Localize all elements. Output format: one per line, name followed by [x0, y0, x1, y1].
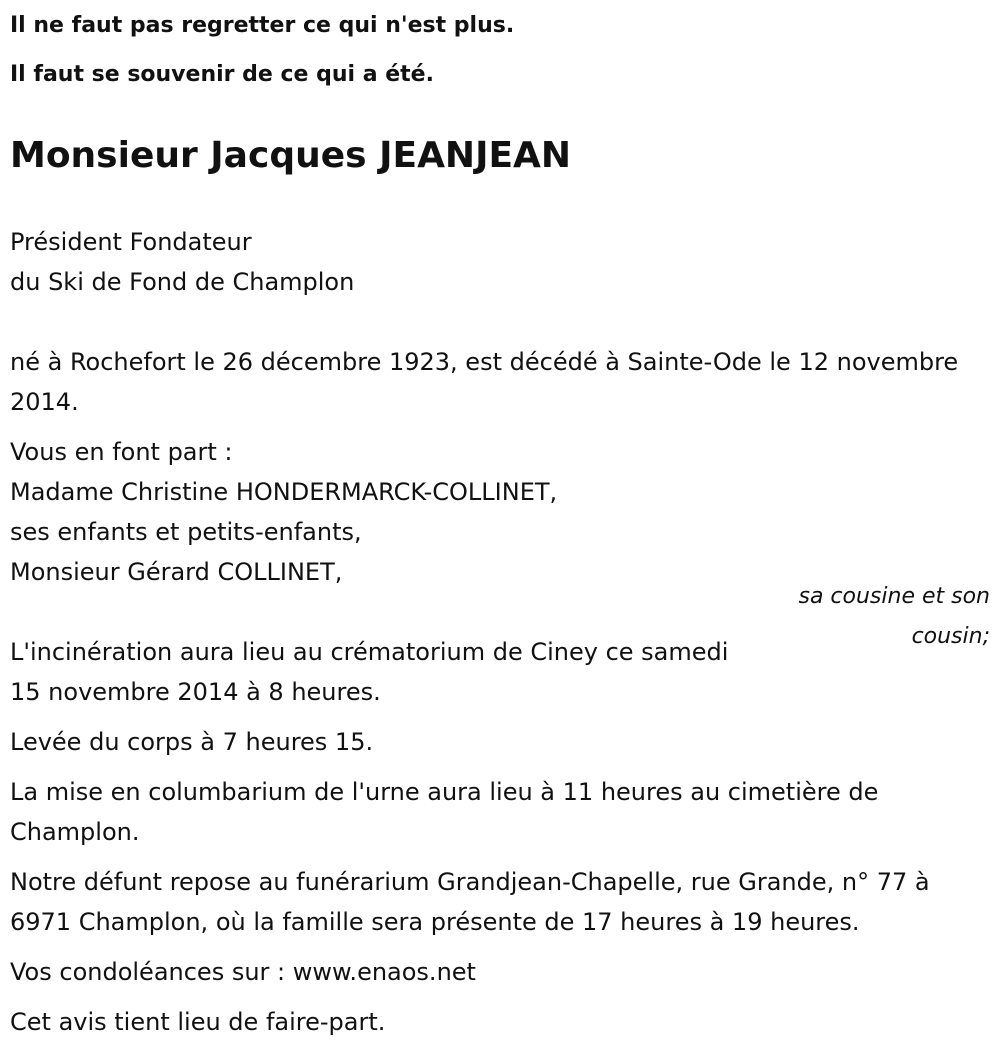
title-line-2: du Ski de Fond de Champlon: [10, 268, 355, 296]
announcement-block: [10, 432, 557, 592]
funerarium-details: Notre défunt repose au funérarium Grandjean-Chapelle, rue Grande, n° 77 à 6971 Champlon, où la famille sera présente de 17 heures à 19 heures.: [10, 868, 930, 936]
family-member: ses enfants et petits-enfants,: [10, 518, 362, 546]
family-member: Monsieur Gérard COLLINET,: [10, 558, 343, 586]
deceased-title: [10, 222, 354, 302]
deceased-name: Monsieur Jacques JEANJEAN: [10, 135, 572, 176]
cremation-details: L'incinération aura lieu au crématorium de Ciney ce samedi 15 novembre 2014 à 8 heures.: [10, 638, 729, 706]
levee-details: Levée du corps à 7 heures 15.: [10, 728, 374, 756]
announcement-intro: Vous en font part :: [10, 438, 233, 466]
family-member: Madame Christine HONDERMARCK-COLLINET,: [10, 478, 558, 506]
birth-death-statement: né à Rochefort le 26 décembre 1923, est décédé à Sainte-Ode le 12 novembre 2014.: [10, 348, 959, 416]
title-line-1: Président Fondateur: [10, 228, 252, 256]
condolences-link[interactable]: Vos condoléances sur : www.enaos.net: [10, 958, 476, 986]
closing-note: Cet avis tient lieu de faire-part.: [10, 1008, 386, 1036]
quote-line-1: Il ne faut pas regretter ce qui n'est plus.: [10, 13, 515, 38]
quote-line-2: Il faut se souvenir de ce qui a été.: [10, 62, 434, 87]
columbarium-details: La mise en columbarium de l'urne aura lieu à 11 heures au cimetière de Champlon.: [10, 778, 879, 846]
ceremony-details: [10, 722, 995, 1052]
family-relation: sa cousine et son cousin;: [798, 584, 990, 649]
